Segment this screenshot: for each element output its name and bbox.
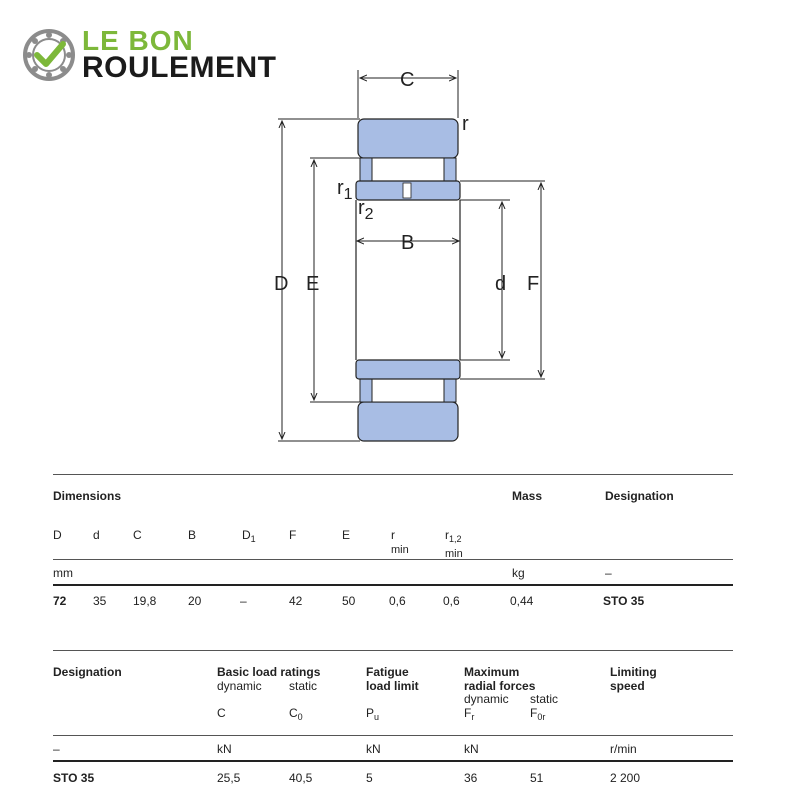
col-D1: $D_1$ — [242, 528, 256, 544]
label-B: B — [401, 232, 415, 254]
unit-kg: kg — [512, 566, 525, 580]
row-D1: – — [240, 594, 247, 608]
label-F: F — [527, 273, 540, 295]
row-F: 42 — [289, 594, 303, 608]
heading-basic-load: Basic load ratings — [217, 665, 321, 679]
row-B: 20 — [188, 594, 202, 608]
col-F: F — [289, 528, 297, 542]
heading-basic-dynamic: dynamic — [217, 679, 262, 693]
logo-text-line1: LE BON — [82, 25, 194, 56]
heading-mass: Mass — [512, 489, 543, 503]
heading-dimensions: Dimensions — [53, 489, 122, 503]
unit-designation-2: – — [53, 742, 60, 756]
unit-designation: – — [605, 566, 612, 580]
row2-Fr: 36 — [464, 771, 478, 785]
sym-Fr: $F_r$ — [464, 706, 475, 722]
row2-C0: 40,5 — [289, 771, 313, 785]
heading-max-dynamic: dynamic — [464, 692, 509, 706]
col-r12: $r_{1,2}$ min — [445, 528, 463, 560]
unit-speed: r/min — [610, 742, 637, 756]
row-r: 0,6 — [389, 594, 406, 608]
heading-fatigue-1: Fatigue — [366, 665, 409, 679]
col-d: d — [93, 528, 100, 542]
table-rule — [53, 735, 733, 736]
col-D: D — [53, 528, 62, 542]
table-rule — [53, 584, 733, 586]
row2-C: 25,5 — [217, 771, 241, 785]
row-r12: 0,6 — [443, 594, 460, 608]
row2-designation: STO 35 — [53, 771, 95, 785]
table-rule — [53, 650, 733, 651]
row-mass: 0,44 — [510, 594, 534, 608]
heading-max-2: radial forces — [464, 679, 536, 693]
label-r: r — [462, 113, 469, 135]
label-r2: $r_2$ — [358, 197, 374, 223]
sym-C: C — [217, 706, 226, 720]
label-d: d — [495, 273, 507, 295]
logo-text-line2: ROULEMENT — [82, 51, 277, 84]
sym-Pu: $P_u$ — [366, 706, 380, 722]
heading-basic-static: static — [289, 679, 318, 693]
unit-fatigue: kN — [366, 742, 381, 756]
col-C: C — [133, 528, 142, 542]
outer-ring-bottom — [358, 402, 458, 441]
row2-F0r: 51 — [530, 771, 544, 785]
row-D: 72 — [53, 594, 67, 608]
table-rule — [53, 760, 733, 762]
row-designation: STO 35 — [603, 594, 645, 608]
heading-max-1: Maximum — [464, 665, 520, 679]
heading-limiting-1: Limiting — [610, 665, 657, 679]
row-d: 35 — [93, 594, 107, 608]
heading-designation-2: Designation — [53, 665, 122, 679]
row2-speed: 2 200 — [610, 771, 641, 785]
sym-C0: $C_0$ — [289, 706, 303, 722]
outer-ring-top — [358, 119, 458, 158]
row2-Pu: 5 — [366, 771, 373, 785]
heading-limiting-2: speed — [610, 679, 645, 693]
label-C: C — [400, 69, 415, 91]
inner-ring-bottom — [356, 360, 460, 379]
label-E: E — [306, 273, 320, 295]
label-D: D — [274, 273, 289, 295]
unit-basic: kN — [217, 742, 232, 756]
table-rule — [53, 474, 733, 475]
sym-F0r: $F_{0r}$ — [530, 706, 546, 722]
unit-max: kN — [464, 742, 479, 756]
table-rule — [53, 559, 733, 560]
heading-designation: Designation — [605, 489, 674, 503]
col-E: E — [342, 528, 351, 542]
col-B: B — [188, 528, 197, 542]
unit-mm: mm — [53, 566, 73, 580]
row-E: 50 — [342, 594, 356, 608]
label-r1: $r_1$ — [337, 177, 353, 203]
col-r: r min — [391, 528, 409, 556]
heading-max-static: static — [530, 692, 559, 706]
row-C: 19,8 — [133, 594, 157, 608]
heading-fatigue-2: load limit — [366, 679, 419, 693]
